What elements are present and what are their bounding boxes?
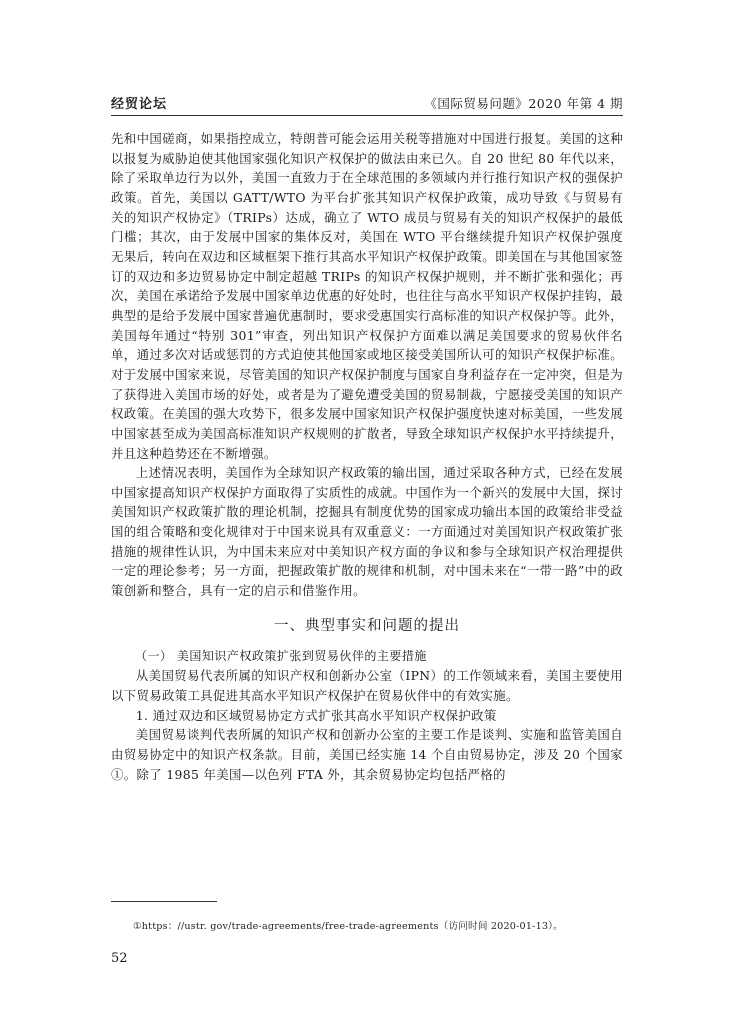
paragraph: 上述情况表明，美国作为全球知识产权政策的输出国，通过采取各种方式，已经在发展中国家提高知识产权保护方面取得了实质性的成就。中国作为一个新兴的发展中大国，探讨美国知识产权政策扩散的理论机制，挖掘具有制度优势的国家成功输出本国的政策给非受益国的组合策略和变化规律对于中国来说具有双重意义：一方面通过对美国知识产权政策扩张措施的规律性认识，为中国未来应对中美知识产权方面的争议和参与全球知识产权治理提供一定的理论参考；另一方面，把握政策扩散的规律和机制，对中国未来在“一带一路”中的政策创新和整合，具有一定的启示和借鉴作用。 <box>111 465 623 599</box>
article-body <box>111 129 623 784</box>
subsection-heading: （一） 美国知识产权政策扩张到贸易伙伴的主要措施 <box>135 648 427 663</box>
header-journal-issue: 《国际贸易问题》2020 年第 4 期 <box>424 96 623 111</box>
paragraph: 先和中国磋商，如果指控成立，特朗普可能会运用关税等措施对中国进行报复。美国的这种以报复为威胁迫使其他国家强化知识产权保护的做法由来已久。自 20 世纪 80 年代以来，除了采取单边行为以外，美国一直致力于在全球范围的多领域内并行推行知识产权的强保护政策。首先，美国以 GATT/WTO 为平台扩张其知识产权保护政策，成功导致《与贸易有关的知识产权协定》（TRIPs）达成，确立了 WTO 成员与贸易有关的知识产权保护的最低门槛；其次，由于发展中国家的集体反对，美国在 WTO 平台继续提升知识产权保护强度无果后，转向在双边和区域框架下推行其高水平知识产权保护政策。即美国在与其他国家签订的双边和多边贸易协定中制定超越 TRIPs 的知识产权保护规则，并不断扩张和强化；再次，美国在承诺给予发展中国家单边优惠的好处时，也往往与高水平知识产权保护挂钩，最典型的是给予发展中国家普遍优惠制时，要求受惠国实行高标准的知识产权保护等。此外，美国每年通过“特别 301”审查，列出知识产权保护方面难以满足美国要求的贸易伙伴名单，通过多次对话或惩罚的方式迫使其他国家或地区接受美国所认可的知识产权保护标准。对于发展中国家来说，尽管美国的知识产权保护制度与国家自身利益存在一定冲突，但是为了获得进入美国市场的好处，或者是为了避免遭受美国的贸易制裁，宁愿接受美国的知识产权政策。在美国的强大攻势下，很多发展中国家知识产权保护强度快速对标美国，一些发展中国家甚至成为美国高标准知识产权规则的扩散者，导致全球知识产权保护水平持续提升，并且这种趋势还在不断增强。 <box>111 131 623 461</box>
paragraph: 从美国贸易代表所属的知识产权和创新办公室（IPN）的工作领域来看，美国主要使用以下贸易政策工具促进其高水平知识产权保护在贸易伙伴中的有效实施。 <box>111 668 623 704</box>
footnote: ①https：//ustr. gov/trade-agreements/free-trade-agreements（访问时间 2020-01-13）。 <box>133 921 563 932</box>
header-section-title: 经贸论坛 <box>111 97 168 112</box>
paragraph: 美国贸易谈判代表所属的知识产权和创新办公室的主要工作是谈判、实施和监管美国自由贸易协定中的知识产权条款。目前，美国已经实施 14 个自由贸易协定，涉及 20 个国家①。除了 1985 年美国—以色列 FTA 外，其余贸易协定均包括严格的 <box>111 727 623 782</box>
running-header <box>111 88 623 116</box>
footnote-divider <box>111 901 217 902</box>
page-number: 52 <box>111 951 128 966</box>
section-heading: 一、典型事实和问题的提出 <box>274 617 460 634</box>
item-heading: 1. 通过双边和区域贸易协定方式扩张其高水平知识产权保护政策 <box>135 707 497 723</box>
page-content <box>111 88 623 784</box>
